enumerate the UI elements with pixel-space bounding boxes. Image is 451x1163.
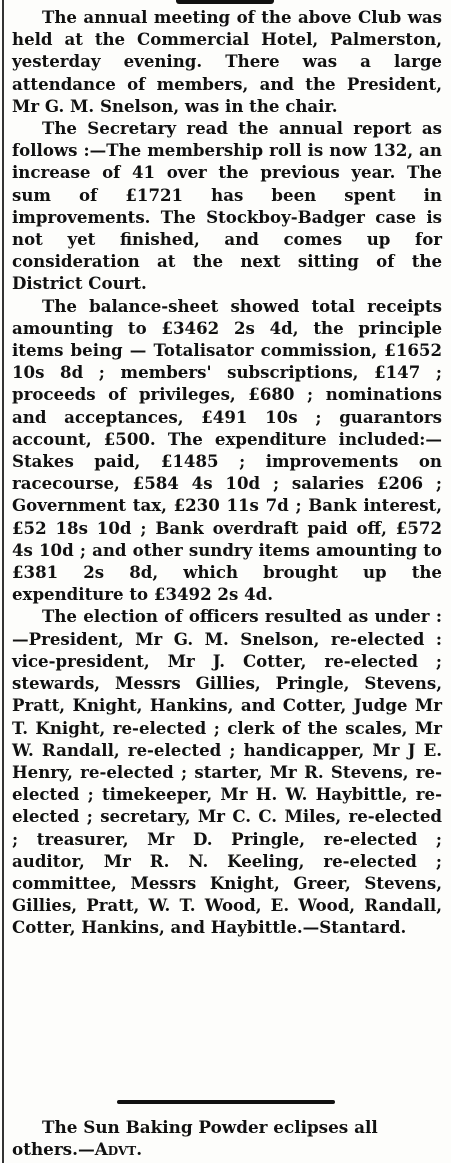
paragraph-election-of-officers: The election of officers resulted as under :—President, Mr G. M. Snelson, re-elected : vice-president, Mr J. Cotter, re-elected ; stewards, Messrs Gillies, Pringle, Stevens, Pratt, Knight, Hankins, and Cotter, Judge Mr T. Knight, re-elected ; clerk of the scales, Mr W. Randall, re-elected ; handicapper, Mr J E. Henry, re-elected ; starter, Mr R. Stevens, re-elected ; timekeeper, Mr H. W. Haybittle, re-elected ; secretary, Mr C. C. Miles, re-elected ; treasurer, Mr D. Pringle, re-elected ; auditor, Mr R. N. Keeling, re-elected ; committee, Messrs Knight, Greer, Stevens, Gillies, Pratt, W. T. Wood, E. Wood, Randall, Cotter, Hankins, and Haybittle.—Stantard. xyxy=(12,606,442,938)
advertisement-line xyxy=(12,1116,442,1161)
paragraph-secretary-report: The Secretary read the annual report as follows :—The membership roll is now 132, an increase of 41 over the previous year. The sum of £1721 has been spent in improvements. The Stockboy-Badger case is not yet finished, and comes up for consideration at the next sitting of the District Court. xyxy=(12,118,442,294)
paragraph-meeting-intro: The annual meeting of the above Club was held at the Commercial Hotel, Palmerston, yesterday evening. There was a large attendance of members, and the President, Mr G. M. Snelson, was in the chair. xyxy=(12,7,442,116)
column-left-rule xyxy=(2,0,4,1163)
section-divider-rule xyxy=(117,1100,335,1104)
advertisement-text: The Sun Baking Powder eclipses all others.— xyxy=(12,1117,378,1160)
top-ornament-rule xyxy=(176,0,274,4)
paragraph-balance-sheet: The balance-sheet showed total receipts amounting to £3462 2s 4d, the principle items being — Totalisator commission, £1652 10s 8d ; members' subscriptions, £147 ; proceeds of privileges, £680 ; nominations and acceptances, £491 10s ; guarantors account, £500. The expenditure included:—Stakes paid, £1485 ; improvements on racecourse, £584 4s 10d ; salaries £206 ; Government tax, £230 11s 7d ; Bank interest, £52 18s 10d ; Bank overdraft paid off, £572 4s 10d ; and other sundry items amounting to £381 2s 8d, which brought up the expenditure to £3492 2s 4d. xyxy=(12,295,442,605)
advertisement xyxy=(12,1116,442,1161)
advertisement-tag: Advt. xyxy=(94,1139,143,1160)
meeting-report-article xyxy=(12,6,442,939)
